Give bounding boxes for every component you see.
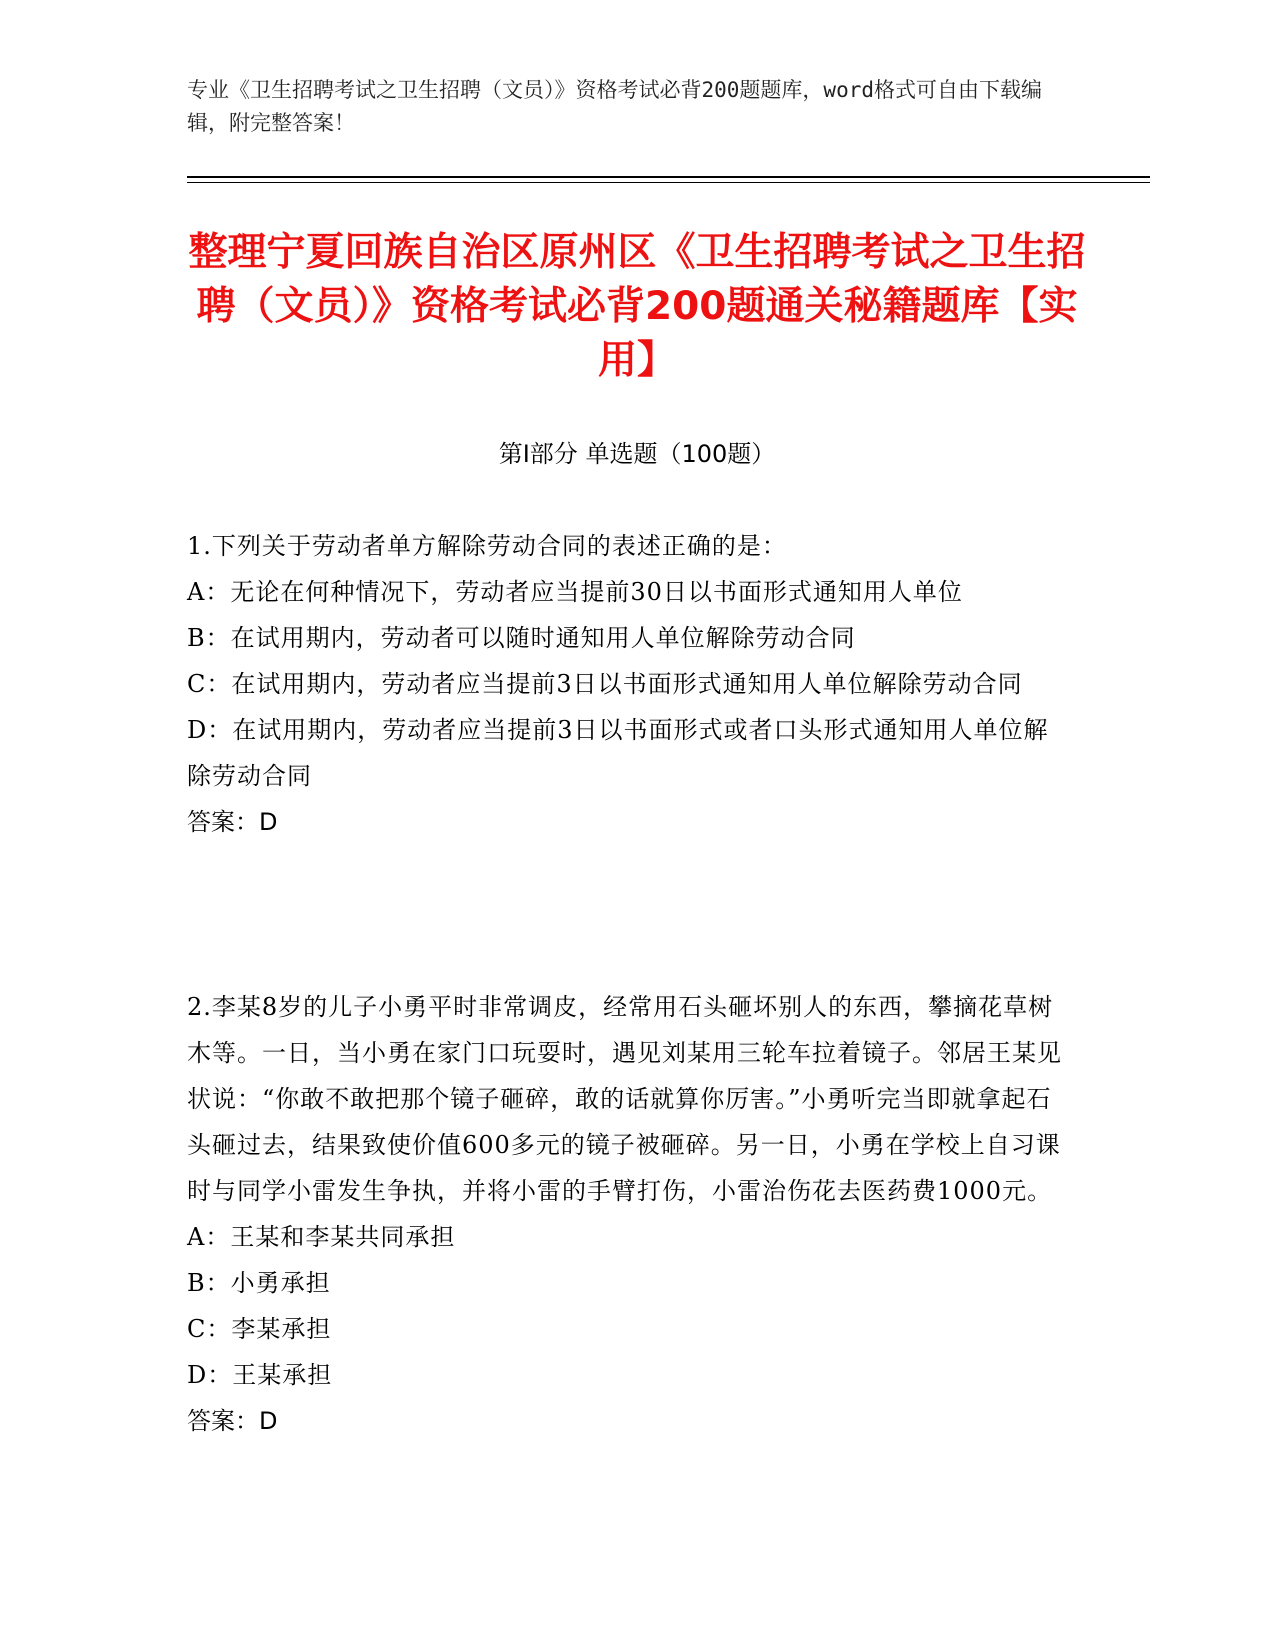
- answer: 答案：D: [187, 1407, 278, 1435]
- section-heading: 第Ⅰ部分 单选题（100题）: [498, 440, 776, 468]
- option-c: C：在试用期内，劳动者应当提前3日以书面形式通知用人单位解除劳动合同: [187, 670, 1023, 698]
- header-divider-thin: [187, 182, 1150, 183]
- option-b: B：在试用期内，劳动者可以随时通知用人单位解除劳动合同: [187, 624, 856, 652]
- question-stem: 2.李某8岁的儿子小勇平时非常调皮，经常用石头砸坏别人的东西，攀摘花草树木等。一日，当小勇在家门口玩耍时，遇见刘某用三轮车拉着镜子。邻居王某见状说：“你敢不敢把那个镜子砸碎，敢的话就算你厉害。”小勇听完当即就拿起石头砸过去，结果致使价值600多元的镜子被砸碎。另一日，小勇在学校上自习课时与同学小雷发生争执，并将小雷的手臂打伤，小雷治伤花去医药费1000元。: [187, 993, 1062, 1205]
- question-1: [187, 523, 1067, 845]
- question-stem: 1.下列关于劳动者单方解除劳动合同的表述正确的是：: [187, 532, 787, 560]
- answer: 答案：D: [187, 808, 278, 836]
- option-a: A：无论在何种情况下，劳动者应当提前30日以书面形式通知用人单位: [187, 578, 963, 606]
- option-c: C：李某承担: [187, 1315, 332, 1343]
- header-note: 专业《卫生招聘考试之卫生招聘（文员）》资格考试必背200题题库，word格式可自由下载编辑，附完整答案！: [187, 78, 1042, 135]
- option-b: B：小勇承担: [187, 1269, 331, 1297]
- question-2: [187, 984, 1067, 1444]
- header-divider-thick: [187, 176, 1150, 178]
- document-title: 整理宁夏回族自治区原州区《卫生招聘考试之卫生招聘（文员）》资格考试必背200题通关秘籍题库【实用】: [188, 230, 1086, 383]
- option-a: A：王某和李某共同承担: [187, 1223, 456, 1251]
- option-d: D：在试用期内，劳动者应当提前3日以书面形式或者口头形式通知用人单位解除劳动合同: [187, 716, 1049, 790]
- option-d: D：王某承担: [187, 1361, 333, 1389]
